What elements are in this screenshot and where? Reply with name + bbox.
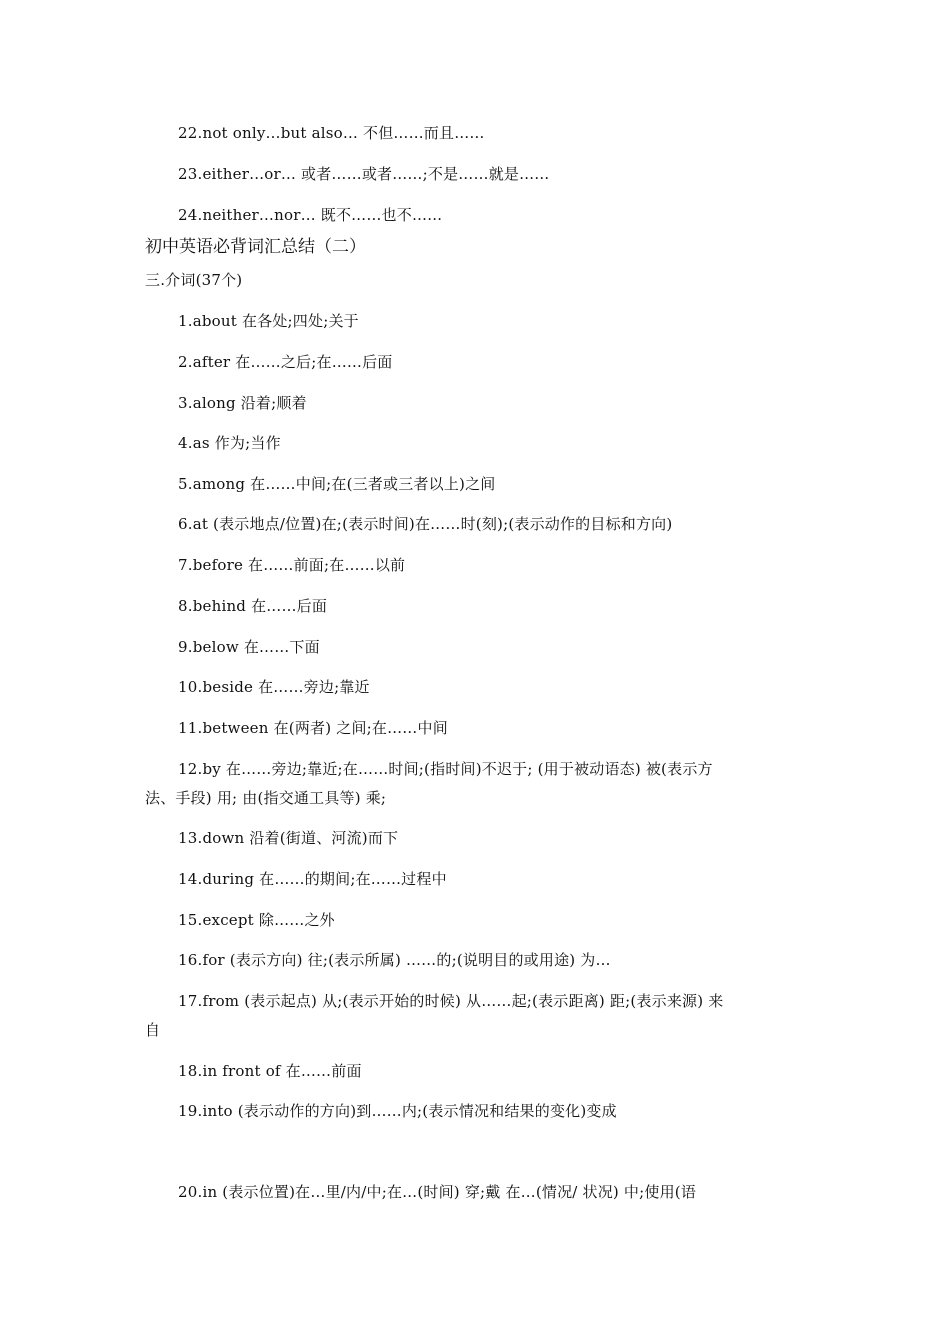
list-item: 23.either…or… 或者……或者……;不是……就是…… [178, 165, 550, 183]
list-item: 12.by 在……旁边;靠近;在……时间;(指时间)不迟于; (用于被动语态) 被(表示方 [178, 760, 713, 778]
list-item: 14.during 在……的期间;在……过程中 [178, 870, 447, 888]
list-item: 18.in front of 在……前面 [178, 1062, 362, 1080]
list-item: 16.for (表示方向) 往;(表示所属) ……的;(说明目的或用途) 为… [178, 951, 611, 969]
list-item: 8.behind 在……后面 [178, 597, 328, 615]
list-item: 11.between 在(两者) 之间;在……中间 [178, 719, 448, 737]
list-item: 19.into (表示动作的方向)到……内;(表示情况和结果的变化)变成 [178, 1102, 617, 1120]
list-item: 13.down 沿着(街道、河流)而下 [178, 829, 399, 847]
list-item: 15.except 除……之外 [178, 911, 335, 929]
list-item: 10.beside 在……旁边;靠近 [178, 678, 370, 696]
list-item: 1.about 在各处;四处;关于 [178, 312, 359, 330]
list-item: 24.neither…nor… 既不……也不…… [178, 206, 443, 224]
list-item: 17.from (表示起点) 从;(表示开始的时候) 从……起;(表示距离) 距;(表示来源) 来 [178, 992, 724, 1010]
list-item-continuation: 自 [145, 1021, 161, 1039]
list-item: 9.below 在……下面 [178, 638, 320, 656]
list-item: 4.as 作为;当作 [178, 434, 281, 452]
list-item: 20.in (表示位置)在…里/内/中;在…(时间) 穿;戴 在…(情况/ 状况) 中;使用(语 [178, 1183, 697, 1201]
list-item: 3.along 沿着;顺着 [178, 394, 307, 412]
section-heading: 三.介词(37个) [145, 271, 243, 289]
list-item: 6.at (表示地点/位置)在;(表示时间)在……时(刻);(表示动作的目标和方向) [178, 515, 673, 533]
list-item: 5.among 在……中间;在(三者或三者以上)之间 [178, 475, 496, 493]
list-item-continuation: 法、手段) 用; 由(指交通工具等) 乘; [145, 789, 387, 807]
document-title: 初中英语必背词汇总结（二） [145, 237, 366, 257]
list-item: 2.after 在……之后;在……后面 [178, 353, 393, 371]
list-item: 7.before 在……前面;在……以前 [178, 556, 406, 574]
list-item: 22.not only…but also… 不但……而且…… [178, 124, 485, 142]
